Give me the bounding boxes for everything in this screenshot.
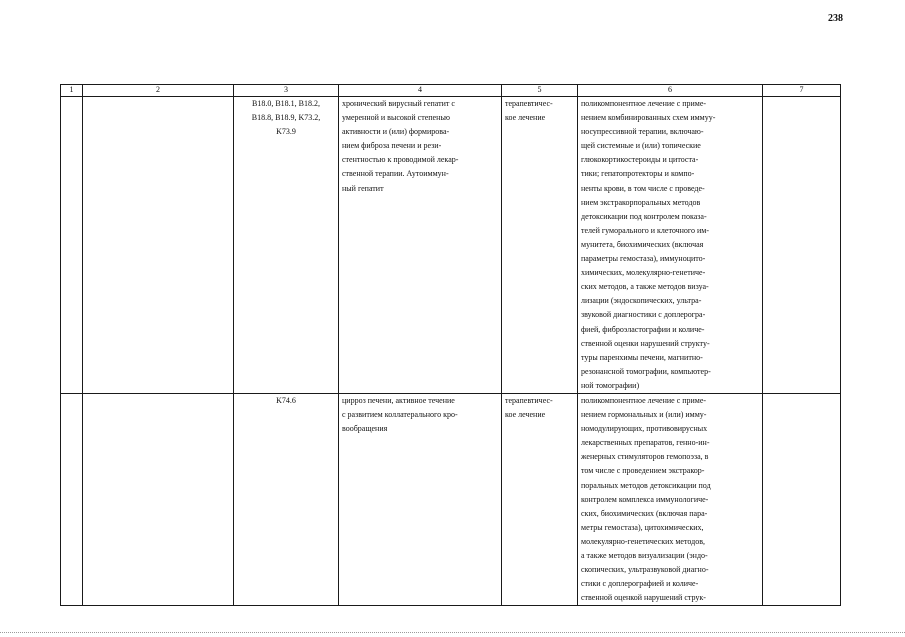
method-line: а также методов визуализации (эндо- [581, 551, 708, 560]
treatment-type-cell [502, 97, 578, 394]
icd-codes-cell [234, 393, 339, 605]
column-number-3: 3 [234, 85, 339, 97]
column-number-5: 5 [502, 85, 578, 97]
column-number-2: 2 [83, 85, 234, 97]
method-line: телей гуморального и клеточного им- [581, 225, 710, 235]
method-line: детоксикации под контролем показа- [581, 211, 707, 221]
method-line: том числе с проведением экстракор- [581, 466, 705, 476]
method-line: метры гемостаза), цитохимических, [581, 522, 704, 532]
method-line: фией, фиброэластографии и количе- [581, 324, 705, 334]
diagnosis-line: вообращения [342, 424, 388, 434]
diagnosis-line: умеренной и высокой степенью [342, 113, 450, 123]
method-line: ских методов, а также методов визуа- [581, 282, 709, 292]
diagnosis-line: с развитием коллатерального кро- [342, 410, 458, 420]
page-number: 238 [828, 13, 843, 24]
treatment-type-line: кое лечение [505, 410, 546, 420]
diagnosis-line: ственной терапии. Аутоиммун- [342, 169, 449, 179]
method-line: нием экстракорпоральных методов [581, 197, 701, 207]
method-line: скопических, ультразвуковой диагно- [581, 565, 709, 575]
diagnosis-line: нием фиброза печени и рези- [342, 141, 442, 151]
method-line: номодулирующих, противовирусных [581, 424, 708, 434]
scan-edge-line [0, 632, 905, 633]
method-line: ственной оценки нарушений структу- [581, 338, 710, 348]
method-line: звуковой диагностики с доплерогра- [581, 310, 706, 320]
method-line: поликомпонентное лечение с приме- [581, 99, 707, 108]
treatment-type-line: терапевтичес- [505, 395, 553, 405]
method-line: ненты крови, в том числе с проведе- [581, 183, 705, 193]
method-line: нением гормональных и (или) имму- [581, 410, 707, 420]
table-row [61, 393, 841, 605]
method-line: химических, молекулярно-генетиче- [581, 268, 706, 278]
column-number-1: 1 [61, 85, 83, 97]
icd-code-line: K74.6 [276, 395, 296, 405]
diagnosis-cell [339, 393, 502, 605]
method-line: ственной оценкой нарушений струк- [581, 593, 706, 603]
diagnosis-line: ный гепатит [342, 183, 384, 193]
method-line: лекарственных препаратов, генно-ин- [581, 438, 710, 448]
method-line: туры паренхимы печени, магнитно- [581, 352, 703, 362]
diagnosis-line: стентностью к проводимой лекар- [342, 155, 459, 165]
treatment-method-cell [578, 393, 763, 605]
method-line: глюкокортикостероиды и цитоста- [581, 155, 699, 165]
column-number-6: 6 [578, 85, 763, 97]
treatment-method-cell [578, 97, 763, 394]
method-line: нением комбинированных схем иммуу- [581, 113, 716, 123]
diagnosis-line: цирроз печени, активное течение [342, 395, 455, 405]
diagnosis-line: хронический вирусный гепатит с [342, 99, 455, 108]
notes-cell [763, 97, 841, 394]
profile-cell [83, 97, 234, 394]
column-number-row [61, 85, 841, 97]
row-number-cell [61, 393, 83, 605]
table-row [61, 97, 841, 394]
medical-care-table [60, 84, 841, 606]
icd-codes-cell [234, 97, 339, 394]
method-line: поликомпонентное лечение с приме- [581, 395, 707, 405]
method-line: носупрессивной терапии, включаю- [581, 127, 704, 137]
method-line: ной томографии) [581, 380, 640, 390]
diagnosis-cell [339, 97, 502, 394]
column-number-4: 4 [339, 85, 502, 97]
diagnosis-line: активности и (или) формирова- [342, 127, 450, 137]
method-line: резонансной томографии, компьютер- [581, 366, 711, 376]
notes-cell [763, 393, 841, 605]
method-line: молекулярно-генетических методов, [581, 536, 705, 546]
treatment-type-cell [502, 393, 578, 605]
method-line: параметры гемостаза), иммуноцито- [581, 254, 706, 264]
icd-code-line: K73.9 [276, 127, 296, 137]
treatment-type-line: терапевтичес- [505, 99, 553, 108]
method-line: контролем комплекса иммунологиче- [581, 494, 709, 504]
column-number-7: 7 [763, 85, 841, 97]
method-line: ских, биохимических (включая пара- [581, 508, 708, 518]
method-line: лизации (эндоскопических, ультра- [581, 296, 702, 306]
method-line: женерных стимуляторов гемопоэза, в [581, 452, 709, 462]
icd-code-line: B18.0, B18.1, B18.2, [251, 99, 320, 108]
method-line: щей системные и (или) топические [581, 141, 701, 151]
profile-cell [83, 393, 234, 605]
row-number-cell [61, 97, 83, 394]
method-line: поральных методов детоксикации под [581, 480, 711, 490]
method-line: мунитета, биохимических (включая [581, 239, 704, 249]
method-line: тики; гепатопротекторы и компо- [581, 169, 695, 179]
treatment-type-line: кое лечение [505, 113, 546, 123]
method-line: стики с доплерографией и количе- [581, 579, 699, 589]
icd-code-line: B18.8, B18.9, K73.2, [251, 113, 321, 123]
